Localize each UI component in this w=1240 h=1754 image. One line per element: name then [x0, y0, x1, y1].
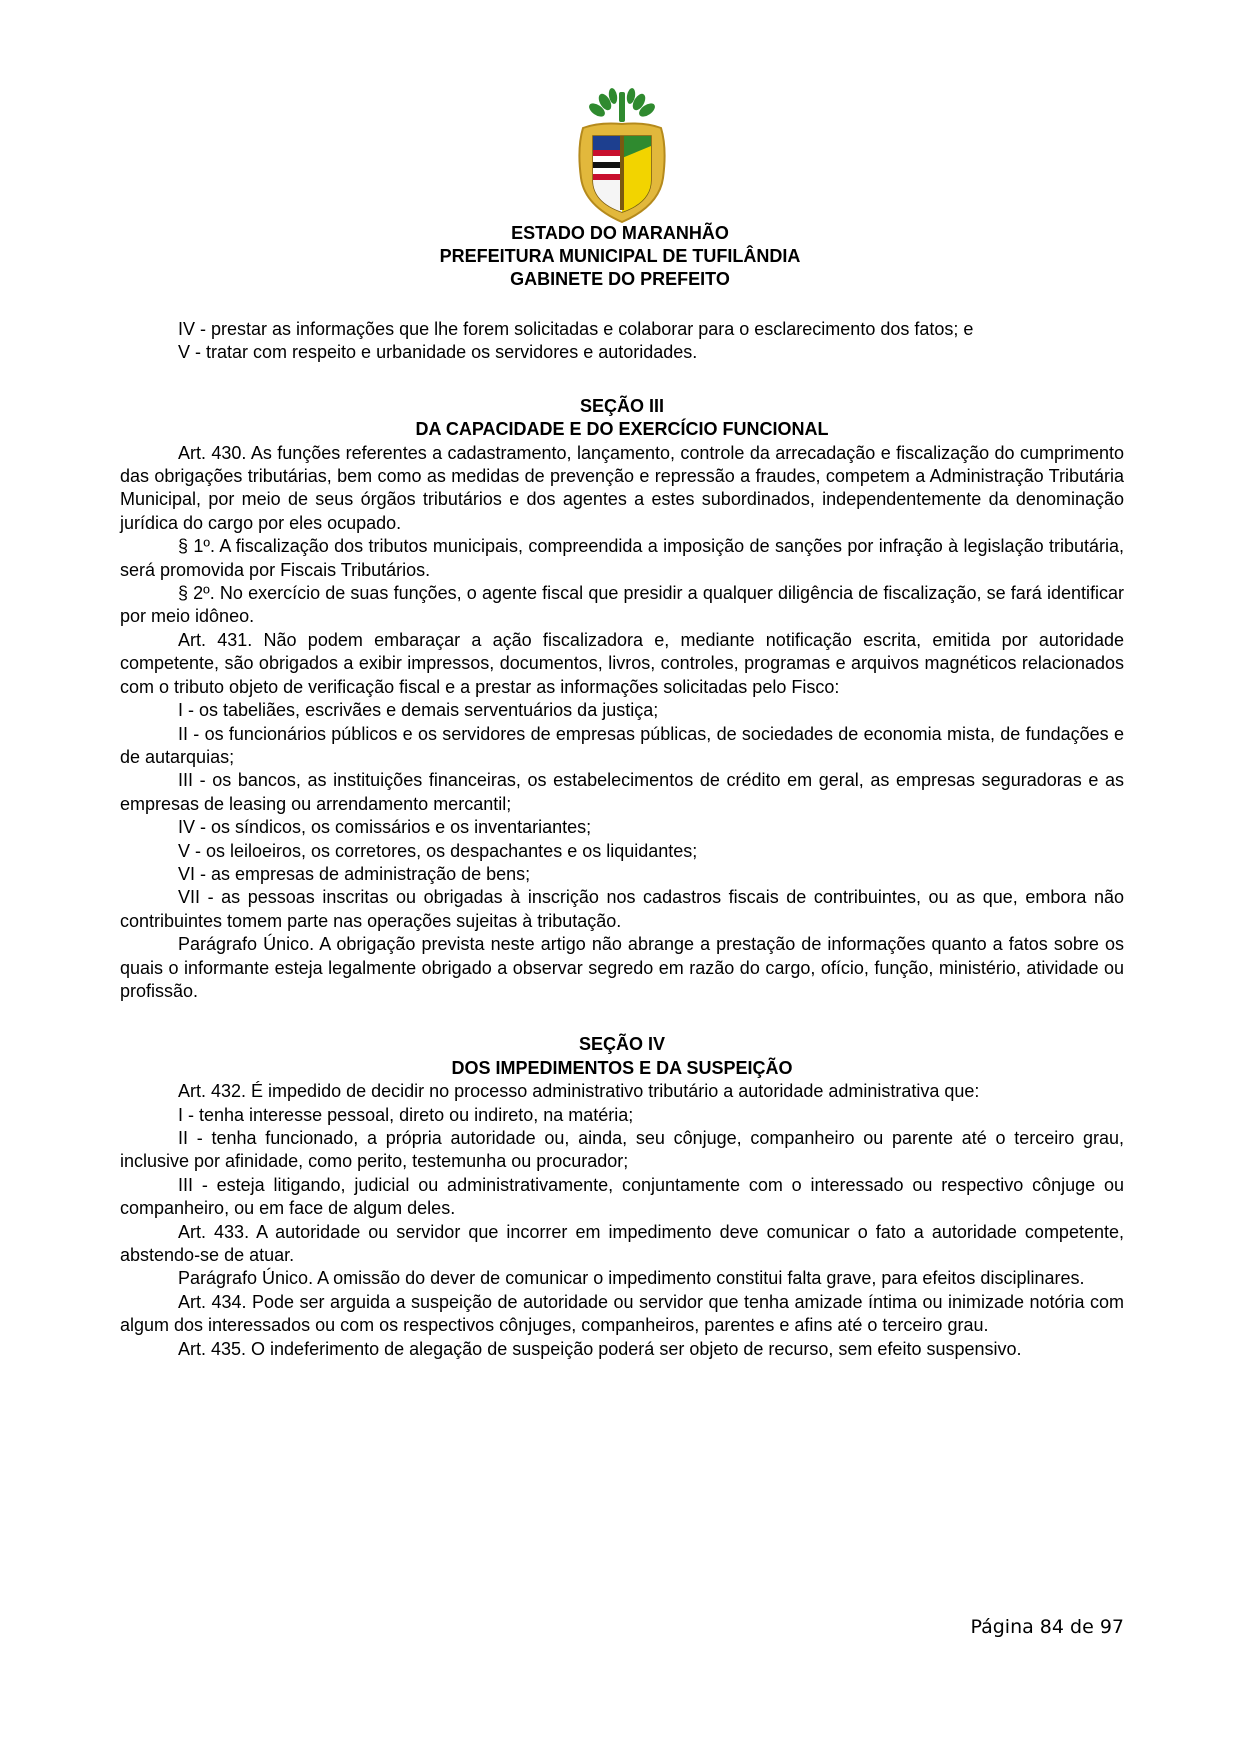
paragraph: Art. 434. Pode ser arguida a suspeição de autoridade ou servidor que tenha amizade íntima ou inimizade notória com algum dos interessados ou com os respectivos cônjuges, companheiros, parentes e afins até o terceiro grau. [120, 1291, 1124, 1336]
section-title: SEÇÃO IV [578, 1034, 666, 1055]
document-header [120, 222, 1120, 291]
paragraph: Art. 432. É impedido de decidir no processo administrativo tributário a autoridade administrativa que: [178, 1081, 980, 1102]
paragraph: Parágrafo Único. A omissão do dever de comunicar o impedimento constitui falta grave, para efeitos disciplinares. [178, 1268, 1085, 1289]
paragraph: II - os funcionários públicos e os servidores de empresas públicas, de sociedades de economia mista, de fundações e de autarquias; [120, 723, 1124, 767]
paragraph: V - os leiloeiros, os corretores, os despachantes e os liquidantes; [178, 840, 698, 861]
section-title: SEÇÃO III [579, 395, 664, 416]
paragraph: Art. 431. Não podem embaraçar a ação fiscalizadora e, mediante notificação escrita, emitida por autoridade competente, são obrigados a exibir impressos, documentos, livros, controles, programas e arquivos magnéticos relacionados com o tributo objeto de verificação fiscal e a prestar as informações solicitadas pelo Fisco: [120, 629, 1124, 697]
paragraph: I - os tabeliães, escrivães e demais serventuários da justiça; [178, 700, 659, 721]
paragraph: IV - os síndicos, os comissários e os inventariantes; [178, 817, 592, 838]
paragraph: Art. 433. A autoridade ou servidor que incorrer em impedimento deve comunicar o fato a autoridade competente, abstendo-se de atuar. [120, 1221, 1124, 1266]
paragraph: VII - as pessoas inscritas ou obrigadas à inscrição nos cadastros fiscais de contribuintes, ou as que, embora não contribuintes tomem parte nas operações sujeitas à tributação. [120, 887, 1124, 931]
continuation-item: IV - prestar as informações que lhe forem solicitadas e colaborar para o esclarecimento dos fatos; e [178, 319, 974, 339]
section-subtitle: DOS IMPEDIMENTOS E DA SUSPEIÇÃO [451, 1057, 793, 1078]
paragraph: III - os bancos, as instituições financeiras, os estabelecimentos de crédito em geral, as empresas seguradoras e as empresas de leasing ou arrendamento mercantil; [120, 770, 1124, 814]
header-municipality: PREFEITURA MUNICIPAL DE TUFILÂNDIA [439, 246, 801, 266]
paragraph: III - esteja litigando, judicial ou administrativamente, conjuntamente com o interessado ou respectivo cônjuge ou companheiro, ou em face de algum deles. [120, 1174, 1124, 1219]
paragraph: § 2º. No exercício de suas funções, o agente fiscal que presidir a qualquer diligência de fiscalização, se fará identificar por meio idôneo. [120, 583, 1124, 627]
header-state: ESTADO DO MARANHÃO [511, 223, 729, 243]
paragraph: Art. 435. O indeferimento de alegação de suspeição poderá ser objeto de recurso, sem efeito suspensivo. [178, 1338, 1022, 1359]
paragraph: Parágrafo Único. A obrigação prevista neste artigo não abrange a prestação de informações quanto a fatos sobre os quais o informante esteja legalmente obrigado a observar segredo em razão do cargo, ofício, função, ministério, atividade ou profissão. [120, 934, 1124, 1001]
paragraph: Art. 430. As funções referentes a cadastramento, lançamento, controle da arrecadação e fiscalização do cumprimento das obrigações tributárias, bem como as medidas de prevenção e repressão a fraudes, competem a Administração Tributária Municipal, por meio de seus órgãos tributários e dos agentes a estes subordinados, independentemente da denominação jurídica do cargo por eles ocupado. [120, 442, 1124, 533]
document-body [120, 318, 1124, 1361]
paragraph: § 1º. A fiscalização dos tributos municipais, compreendida a imposição de sanções por infração à legislação tributária, será promovida por Fiscais Tributários. [120, 536, 1124, 580]
header-office: GABINETE DO PREFEITO [510, 269, 730, 289]
paragraph: II - tenha funcionado, a própria autoridade ou, ainda, seu cônjuge, companheiro ou parente até o terceiro grau, inclusive por afinidade, como perito, testemunha ou procurador; [120, 1128, 1124, 1172]
page-number: Página 84 de 97 [970, 1616, 1124, 1638]
section-subtitle: DA CAPACIDADE E DO EXERCÍCIO FUNCIONAL [415, 419, 829, 440]
continuation-item: V - tratar com respeito e urbanidade os servidores e autoridades. [178, 342, 698, 363]
paragraph: I - tenha interesse pessoal, direto ou indireto, na matéria; [178, 1104, 634, 1125]
municipal-coat-of-arms-icon [575, 88, 669, 226]
paragraph: VI - as empresas de administração de bens; [178, 863, 531, 884]
